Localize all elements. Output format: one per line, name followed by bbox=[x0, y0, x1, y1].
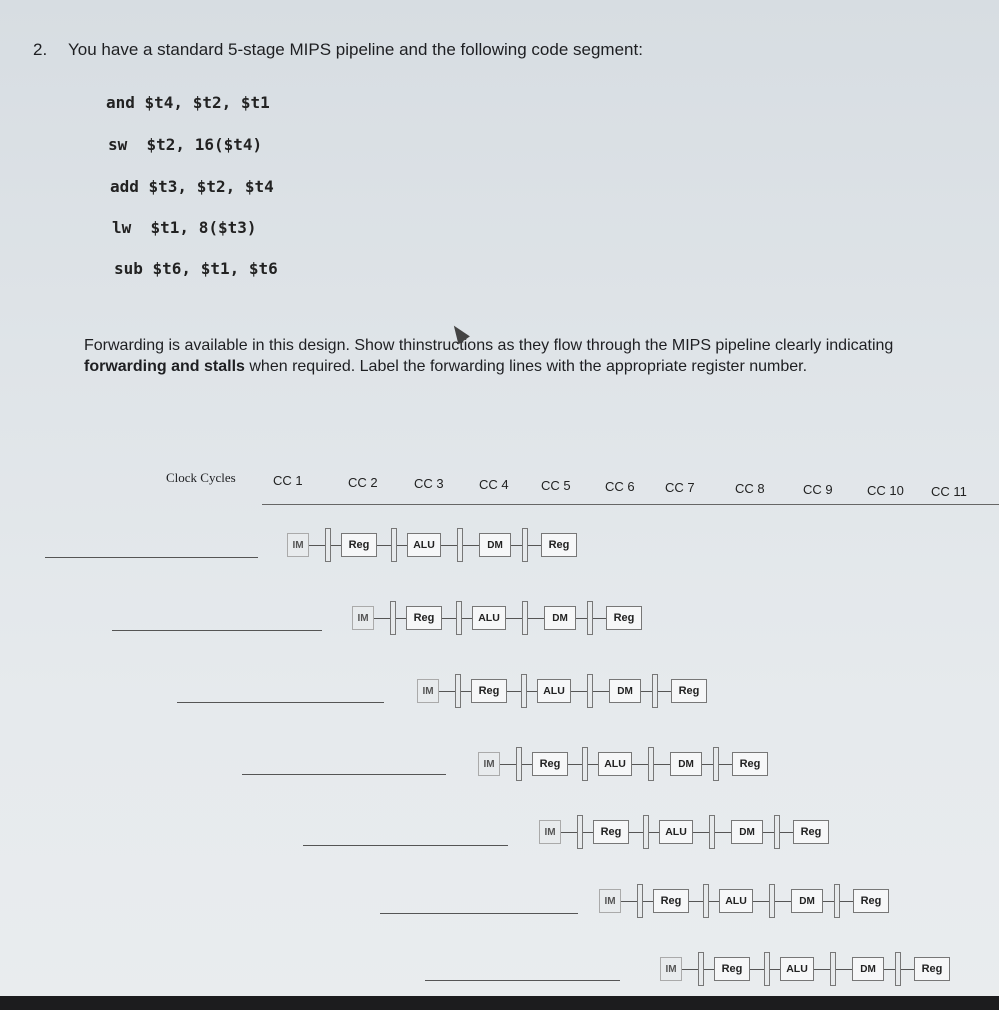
cc-2: CC 2 bbox=[348, 475, 378, 490]
stage-reg: Reg bbox=[341, 533, 377, 557]
stage-alu: ALU bbox=[407, 533, 441, 557]
pipeline-wire bbox=[702, 764, 713, 765]
clock-cycles-label: Clock Cycles bbox=[166, 470, 236, 485]
stage-dm: DM bbox=[791, 889, 823, 913]
stage-im: IM bbox=[539, 820, 561, 844]
stage-dm: DM bbox=[609, 679, 641, 703]
stage-reg-writeback: Reg bbox=[671, 679, 707, 703]
stage-reg-writeback: Reg bbox=[853, 889, 889, 913]
pipeline-wire bbox=[719, 764, 732, 765]
pipeline-wire bbox=[331, 545, 341, 546]
pipeline-wire bbox=[840, 901, 853, 902]
pipeline-wire bbox=[836, 969, 852, 970]
pipeline-wire bbox=[511, 545, 522, 546]
cc-1: CC 1 bbox=[273, 473, 303, 488]
answer-line[interactable] bbox=[242, 774, 446, 775]
pipeline-wire bbox=[704, 969, 714, 970]
pipeline-wire bbox=[571, 691, 587, 692]
pipeline-wire bbox=[506, 618, 522, 619]
cc-10: CC 10 bbox=[867, 483, 904, 498]
pipeline-wire bbox=[527, 691, 537, 692]
instructions-part-2: instructions as they flow through the MIPS pipeline clearly indicating bbox=[412, 337, 894, 354]
pipeline-wire bbox=[461, 691, 471, 692]
stage-reg-writeback: Reg bbox=[914, 957, 950, 981]
pipeline-wire bbox=[750, 969, 764, 970]
cc-7: CC 7 bbox=[665, 480, 695, 495]
stage-reg: Reg bbox=[406, 606, 442, 630]
stage-dm: DM bbox=[852, 957, 884, 981]
pipeline-wire bbox=[649, 832, 659, 833]
screen-bottom-edge bbox=[0, 996, 999, 1010]
code-line-2: sw $t2, 16($t4) bbox=[108, 135, 263, 154]
pipeline-wire bbox=[715, 832, 731, 833]
stage-reg-writeback: Reg bbox=[606, 606, 642, 630]
stage-im: IM bbox=[478, 752, 500, 776]
cc-5: CC 5 bbox=[541, 478, 571, 493]
cc-11: CC 11 bbox=[931, 484, 967, 499]
pipeline-wire bbox=[439, 691, 455, 692]
pipeline-wire bbox=[442, 618, 456, 619]
pipeline-wire bbox=[775, 901, 791, 902]
stage-reg: Reg bbox=[532, 752, 568, 776]
pipeline-wire bbox=[658, 691, 671, 692]
pipeline-wire bbox=[814, 969, 830, 970]
stage-im: IM bbox=[599, 889, 621, 913]
answer-line[interactable] bbox=[177, 702, 384, 703]
stage-reg-writeback: Reg bbox=[793, 820, 829, 844]
stage-reg-writeback: Reg bbox=[541, 533, 577, 557]
code-line-5: sub $t6, $t1, $t6 bbox=[114, 259, 278, 278]
pipeline-wire bbox=[441, 545, 457, 546]
code-line-4: lw $t1, 8($t3) bbox=[112, 218, 257, 237]
stage-alu: ALU bbox=[472, 606, 506, 630]
pipeline-wire bbox=[507, 691, 521, 692]
pipeline-wire bbox=[593, 618, 606, 619]
pipeline-wire bbox=[593, 691, 609, 692]
instructions-part-1: Forwarding is available in this design. Show th bbox=[84, 337, 413, 354]
pipeline-wire bbox=[588, 764, 598, 765]
pipeline-wire bbox=[689, 901, 703, 902]
stage-dm: DM bbox=[544, 606, 576, 630]
instructions-part-3: when required. Label the forwarding lines with the appropriate register number. bbox=[244, 358, 808, 375]
answer-line[interactable] bbox=[380, 913, 578, 914]
cc-9: CC 9 bbox=[803, 482, 833, 497]
pipeline-wire bbox=[654, 764, 670, 765]
stage-dm: DM bbox=[731, 820, 763, 844]
pipeline-wire bbox=[682, 969, 698, 970]
pipeline-wire bbox=[561, 832, 577, 833]
pipeline-wire bbox=[780, 832, 793, 833]
pipeline-wire bbox=[528, 618, 544, 619]
header-rule bbox=[262, 504, 999, 505]
pipeline-wire bbox=[632, 764, 648, 765]
pipeline-wire bbox=[641, 691, 652, 692]
answer-line[interactable] bbox=[303, 845, 508, 846]
pipeline-wire bbox=[500, 764, 516, 765]
pipeline-wire bbox=[629, 832, 643, 833]
pipeline-wire bbox=[583, 832, 593, 833]
code-line-3: add $t3, $t2, $t4 bbox=[110, 177, 274, 196]
stage-reg: Reg bbox=[471, 679, 507, 703]
cc-6: CC 6 bbox=[605, 479, 635, 494]
cc-4: CC 4 bbox=[479, 477, 509, 492]
stage-alu: ALU bbox=[719, 889, 753, 913]
pipeline-wire bbox=[709, 901, 719, 902]
question-text: You have a standard 5-stage MIPS pipeline and the following code segment: bbox=[68, 40, 643, 59]
stage-im: IM bbox=[352, 606, 374, 630]
stage-alu: ALU bbox=[537, 679, 571, 703]
cc-3: CC 3 bbox=[414, 476, 444, 491]
answer-line[interactable] bbox=[112, 630, 322, 631]
stage-alu: ALU bbox=[598, 752, 632, 776]
pipeline-wire bbox=[901, 969, 914, 970]
pipeline-wire bbox=[397, 545, 407, 546]
pipeline-wire bbox=[522, 764, 532, 765]
stage-reg: Reg bbox=[593, 820, 629, 844]
pipeline-wire bbox=[753, 901, 769, 902]
code-line-1: and $t4, $t2, $t1 bbox=[106, 93, 270, 112]
pipeline-wire bbox=[823, 901, 834, 902]
instructions-paragraph bbox=[84, 335, 964, 377]
pipeline-wire bbox=[643, 901, 653, 902]
pipeline-wire bbox=[309, 545, 325, 546]
answer-line[interactable] bbox=[45, 557, 258, 558]
pipeline-wire bbox=[621, 901, 637, 902]
stage-im: IM bbox=[660, 957, 682, 981]
instructions-bold: forwarding and stalls bbox=[84, 358, 245, 375]
cc-8: CC 8 bbox=[735, 481, 765, 496]
pipeline-wire bbox=[463, 545, 479, 546]
answer-line[interactable] bbox=[425, 980, 620, 981]
pipeline-wire bbox=[770, 969, 780, 970]
pipeline-wire bbox=[576, 618, 587, 619]
stage-im: IM bbox=[417, 679, 439, 703]
pipeline-wire bbox=[763, 832, 774, 833]
stage-alu: ALU bbox=[659, 820, 693, 844]
stage-reg-writeback: Reg bbox=[732, 752, 768, 776]
pipeline-wire bbox=[568, 764, 582, 765]
stage-reg: Reg bbox=[653, 889, 689, 913]
stage-dm: DM bbox=[479, 533, 511, 557]
pipeline-wire bbox=[462, 618, 472, 619]
pipeline-wire bbox=[884, 969, 895, 970]
stage-alu: ALU bbox=[780, 957, 814, 981]
pipeline-wire bbox=[528, 545, 541, 546]
stage-im: IM bbox=[287, 533, 309, 557]
pipeline-wire bbox=[377, 545, 391, 546]
pipeline-wire bbox=[693, 832, 709, 833]
pipeline-wire bbox=[374, 618, 390, 619]
stage-dm: DM bbox=[670, 752, 702, 776]
question-number: 2. bbox=[33, 40, 48, 59]
pipeline-wire bbox=[396, 618, 406, 619]
stage-reg: Reg bbox=[714, 957, 750, 981]
